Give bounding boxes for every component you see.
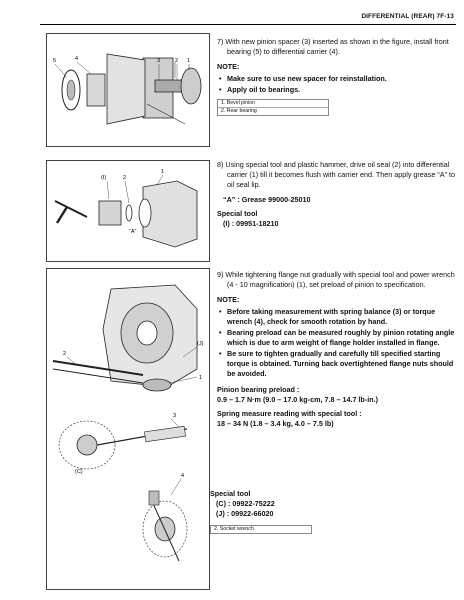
fig1-label-1: 1 (187, 58, 191, 64)
oil-seal-illustration (47, 161, 209, 261)
fig3-label-2: 2 (63, 351, 67, 357)
preload-value: 0.9 – 1.7 N·m (9.0 – 17.0 kg-cm, 7.8 – 14.7 lb-in.) (217, 395, 378, 404)
section-step-7 (217, 37, 455, 116)
legend-item: 2. Socket wrench (214, 526, 254, 532)
step-9-tool-j: (J) : 09922-66020 (216, 509, 274, 518)
step-9-text: 9) While tightening flange nut gradually with special tool and power wrench (4 - 10 magnification) (1), set preload of pinion to specification. (217, 270, 455, 289)
step-8-text: 8) Using special tool and plastic hammer, drive oil seal (2) into differential carrier (1) till it becomes flush with carrier end. Then apply grease “A” to oil seal lip. (217, 160, 455, 189)
step-9-bullet-1: • Before taking measurement with spring balance (3) or torque wrench (4), check for smooth rotation by hand. (217, 307, 455, 327)
page-header-title: DIFFERENTIAL (REAR) 7F-13 (361, 13, 454, 20)
pinion-assembly-illustration (47, 34, 209, 146)
step-8-tool: (I) : 09951-18210 (223, 219, 279, 228)
step-7-text: 7) With new pinion spacer (3) inserted as shown in the figure, install front bearing (5) to differential carrier (4). (217, 37, 449, 56)
step-9-legend (210, 525, 312, 534)
fig1-label-3: 3 (157, 58, 161, 64)
spring-value: 18 – 34 N (1.8 – 3.4 kg, 4.0 – 7.5 lb) (217, 419, 334, 428)
step-9-note-heading: NOTE: (217, 295, 240, 304)
step-8-special-tool-heading: Special tool (217, 209, 258, 218)
legend-item: 2. Rear bearing (221, 108, 257, 114)
legend-item: 1. Bevel pinion (218, 100, 328, 108)
step-7-bullet-2: • Apply oil to bearings. (217, 85, 455, 95)
step-7-note-heading: NOTE: (217, 62, 240, 71)
fig3-label-3: 3 (173, 413, 177, 419)
fig1-label-5: 5 (53, 58, 57, 64)
step-9-tool-c: (C) : 09922-75222 (216, 499, 275, 508)
step-7-legend (217, 99, 329, 116)
step-7-bullet-1: • Make sure to use new spacer for reinstallation. (217, 74, 455, 84)
fig1-label-4: 4 (75, 56, 79, 62)
section-step-8 (217, 160, 455, 229)
fig2-label-grease: “A” (129, 229, 137, 235)
fig2-label-1: 1 (161, 169, 165, 175)
figure-pinion-install (46, 33, 210, 147)
step-9-bullet-3: • Be sure to tighten gradually and carefully till specified starting torque is obtained. Turning back overtightened flange nuts should be avoided. (217, 349, 455, 379)
step-8-grease: “A” : Grease 99000-25010 (223, 195, 311, 204)
page-header (40, 10, 456, 25)
preload-illustration (47, 269, 209, 589)
fig3-label-c: (C) (75, 469, 83, 475)
fig3-label-4: 4 (181, 473, 185, 479)
section-step-9 (217, 270, 455, 429)
figure-preload (46, 268, 210, 590)
fig3-label-j: (J) (197, 341, 204, 347)
fig2-label-2: 2 (123, 175, 127, 181)
fig1-label-2: 2 (175, 58, 179, 64)
preload-heading: Pinion bearing preload : (217, 385, 300, 394)
step-9-special-tool-heading: Special tool (210, 489, 251, 498)
fig2-label-tool: (I) (101, 175, 107, 181)
fig3-label-1: 1 (199, 375, 203, 381)
figure-oil-seal (46, 160, 210, 262)
step-9-special-tools (210, 489, 312, 534)
spring-heading: Spring measure reading with special tool : (217, 409, 362, 418)
step-9-bullet-2: • Bearing preload can be measured roughly by pinion rotating angle which is due to arm weight of flange holder installed in flange. (217, 328, 455, 348)
